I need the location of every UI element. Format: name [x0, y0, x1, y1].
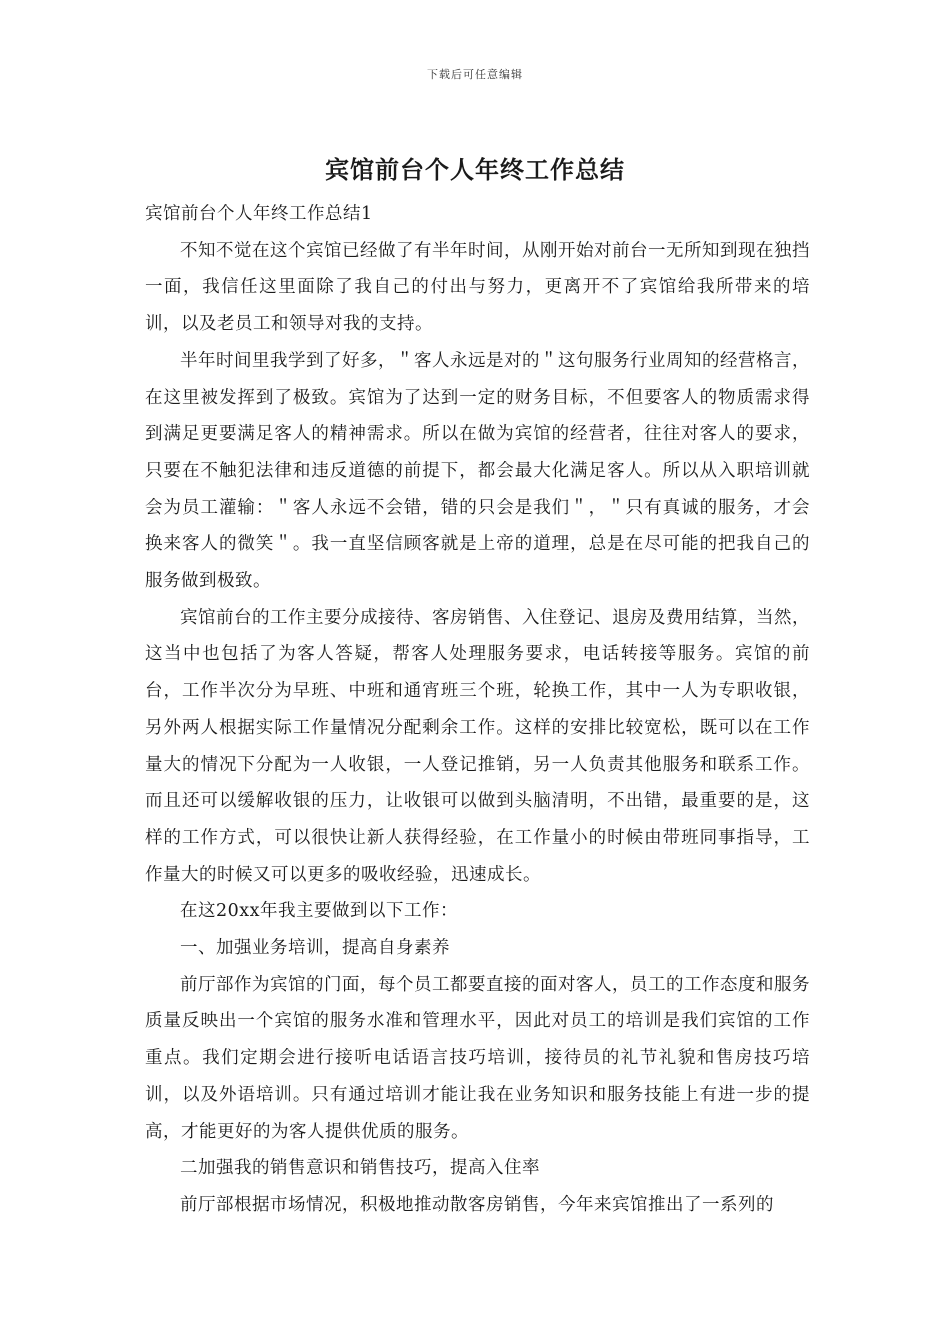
document-subtitle: 宾馆前台个人年终工作总结1: [145, 204, 373, 224]
header-note: 下载后可任意编辑: [427, 68, 523, 81]
paragraph-1: 不知不觉在这个宾馆已经做了有半年时间，从刚开始对前台一无所知到现在独挡一面，我信任这里面除了我自己的付出与努力，更离开不了宾馆给我所带来的培训，以及老员工和领导对我的支持。: [145, 240, 810, 335]
paragraph-6: 前厅部根据市场情况，积极地推动散客房销售，今年来宾馆推出了一系列的: [180, 1194, 774, 1215]
paragraph-3: 宾馆前台的工作主要分成接待、客房销售、入住登记、退房及费用结算，当然，这当中也包括了为客人答疑，帮客人处理服务要求，电话转接等服务。宾馆的前台，工作半次分为早班、中班和通宵班三个班，轮换工作，其中一人为专职收银，另外两人根据实际工作量情况分配剩余工作。这样的安排比较宽松，既可以在工作量大的情况下分配为一人收银，一人登记推销，另一人负责其他服务和联系工作。而且还可以缓解收银的压力，让收银可以做到头脑清明，不出错，最重要的是，这样的工作方式，可以很快让新人获得经验，在工作量小的时候由带班同事指导，工作量大的时候又可以更多的吸收经验，迅速成长。: [145, 607, 810, 885]
paragraph-4: 在这20xx年我主要做到以下工作：: [180, 901, 459, 922]
document-title: 宾馆前台个人年终工作总结: [325, 155, 625, 184]
document-body: [145, 196, 810, 1224]
paragraph-2: 半年时间里我学到了好多，＂客人永远是对的＂这句服务行业周知的经营格言，在这里被发挥到了极致。宾馆为了达到一定的财务目标，不但要客人的物质需求得到满足更要满足客人的精神需求。所以在做为宾馆的经营者，往往对客人的要求，只要在不触犯法律和违反道德的前提下，都会最大化满足客人。所以从入职培训就会为员工灌输：＂客人永远不会错，错的只会是我们＂，＂只有真诚的服务，才会换来客人的微笑＂。我一直坚信顾客就是上帝的道理，总是在尽可能的把我自己的服务做到极致。: [145, 350, 810, 592]
section-heading-2: 二加强我的销售意识和销售技巧，提高入住率: [180, 1158, 540, 1179]
paragraph-5: 前厅部作为宾馆的门面，每个员工都要直接的面对客人，员工的工作态度和服务质量反映出一个宾馆的服务水准和管理水平，因此对员工的培训是我们宾馆的工作重点。我们定期会进行接听电话语言技巧培训，接待员的礼节礼貌和售房技巧培训，以及外语培训。只有通过培训才能让我在业务知识和服务技能上有进一步的提高，才能更好的为客人提供优质的服务。: [145, 974, 810, 1142]
section-heading-1: 一、加强业务培训，提高自身素养: [180, 938, 450, 959]
